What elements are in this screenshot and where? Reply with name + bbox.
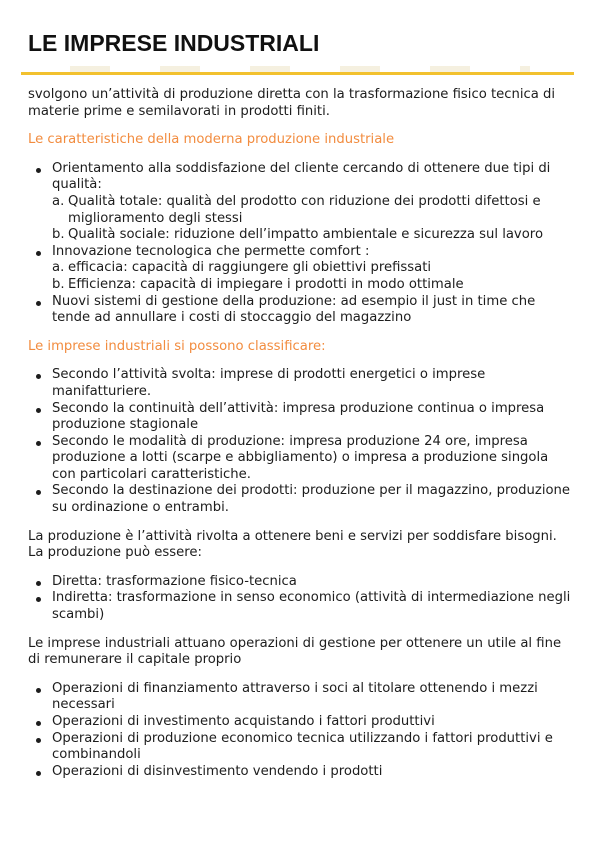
sub-list bbox=[52, 260, 573, 293]
operations-list bbox=[28, 681, 573, 781]
characteristics-list bbox=[28, 161, 573, 327]
list-item bbox=[28, 161, 573, 244]
section-heading-characteristics: Le caratteristiche della moderna produzione industriale bbox=[28, 132, 395, 148]
list-item: Operazioni di investimento acquistando i fattori produttivi bbox=[28, 714, 573, 731]
sub-list-marker: a. bbox=[52, 260, 65, 276]
production-paragraph: La produzione è l’attività rivolta a ottenere beni e servizi per soddisfare bisogni. La produzione può essere: bbox=[28, 528, 557, 561]
list-item: Secondo le modalità di produzione: impresa produzione 24 ore, impresa produzione a lotti (scarpe e abbigliamento) o impresa a produzione singola con particolari caratteristiche. bbox=[28, 434, 573, 484]
sub-list-item-text: efficacia: capacità di raggiungere gli obiettivi prefissati bbox=[68, 260, 432, 276]
sub-list bbox=[52, 194, 573, 244]
list-item: Operazioni di finanziamento attraverso i soci al titolare ottenendo i mezzi necessari bbox=[28, 681, 573, 714]
sub-list-item bbox=[52, 194, 573, 227]
list-item: Secondo l’attività svolta: imprese di prodotti energetici o imprese manifatturiere. bbox=[28, 367, 573, 400]
sub-list-marker: b. bbox=[52, 227, 65, 243]
classification-list bbox=[28, 367, 573, 516]
production-list bbox=[28, 574, 573, 624]
list-item-text: Nuovi sistemi di gestione della produzione: ad esempio il just in time che tende ad annullare i costi di stoccaggio del magazzino bbox=[52, 293, 536, 326]
sub-list-marker: b. bbox=[52, 276, 65, 292]
list-item-text: Orientamento alla soddisfazione del cliente cercando di ottenere due tipi di qualità: bbox=[52, 160, 551, 193]
sub-list-item bbox=[52, 227, 573, 244]
list-item-text: Innovazione tecnologica che permette comfort : bbox=[52, 243, 370, 259]
sub-list-item-text: Qualità sociale: riduzione dell’impatto ambientale e sicurezza sul lavoro bbox=[68, 227, 544, 243]
sub-list-item-text: Efficienza: capacità di impiegare i prodotti in modo ottimale bbox=[68, 276, 464, 292]
intro-paragraph: svolgono un’attività di produzione diretta con la trasformazione fisico tecnica di materie prime e semilavorati in prodotti finiti. bbox=[28, 87, 556, 119]
title-underline bbox=[21, 72, 574, 75]
sub-list-item-text: Qualità totale: qualità del prodotto con riduzione dei prodotti difettosi e miglioramento degli stessi bbox=[68, 193, 541, 226]
section-heading-classification: Le imprese industriali si possono classificare: bbox=[28, 338, 326, 354]
sub-list-item bbox=[52, 277, 573, 294]
list-item: Secondo la destinazione dei prodotti: produzione per il magazzino, produzione su ordinazione o entrambi. bbox=[28, 483, 573, 516]
list-item: Secondo la continuità dell’attività: impresa produzione continua o impresa produzione stagionale bbox=[28, 401, 573, 434]
list-item: Diretta: trasformazione fisico-tecnica bbox=[28, 574, 573, 591]
list-item: Indiretta: trasformazione in senso economico (attività di intermediazione negli scambi) bbox=[28, 590, 573, 623]
list-item: Operazioni di disinvestimento vendendo i prodotti bbox=[28, 764, 573, 781]
document-body bbox=[28, 87, 573, 792]
sub-list-item bbox=[52, 260, 573, 277]
list-item: Operazioni di produzione economico tecnica utilizzando i fattori produttivi e combinandoli bbox=[28, 731, 573, 764]
list-item bbox=[28, 294, 573, 327]
list-item bbox=[28, 244, 573, 294]
page-title: LE IMPRESE INDUSTRIALI bbox=[28, 30, 320, 56]
operations-paragraph: Le imprese industriali attuano operazioni di gestione per ottenere un utile al fine di remunerare il capitale proprio bbox=[28, 635, 562, 668]
sub-list-marker: a. bbox=[52, 193, 65, 209]
